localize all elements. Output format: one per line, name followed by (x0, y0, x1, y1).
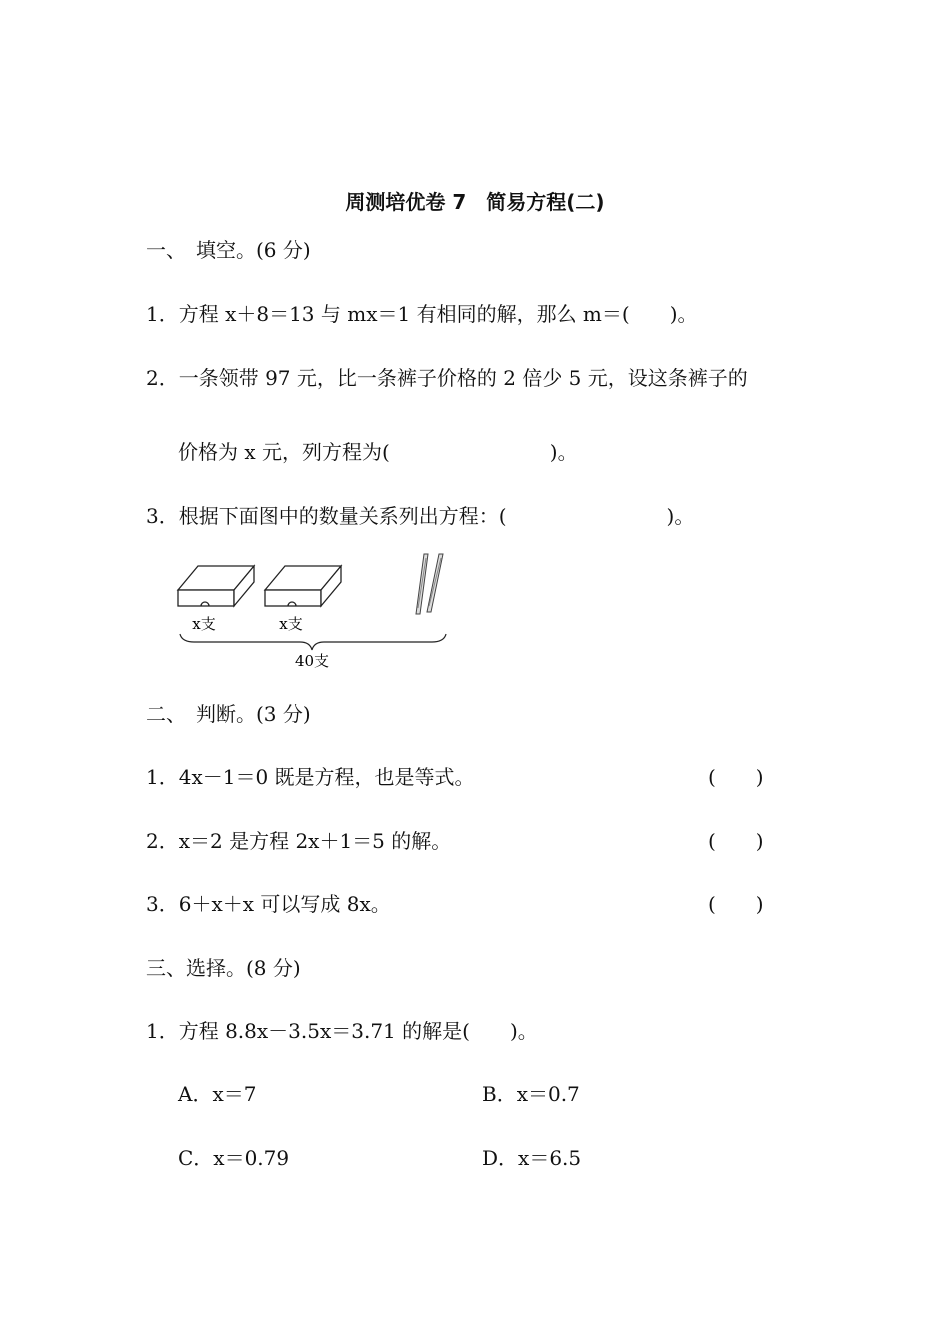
judge-item-1: 1．4x－1＝0 既是方程，也是等式。 (146, 765, 475, 789)
section3-heading: 三、选择。(8 分) (146, 956, 301, 980)
option-b[interactable]: B．x＝0.7 (482, 1082, 580, 1106)
judge-item-2: 2．x＝2 是方程 2x＋1＝5 的解。 (146, 829, 452, 853)
question-1-2-line1: 2．一条领带 97 元，比一条裤子价格的 2 倍少 5 元，设这条裤子的 (146, 366, 748, 390)
page-title: 周测培优卷 7 简易方程(二) (345, 190, 605, 214)
total-label: 40支 (294, 652, 330, 670)
pencil-box-1 (178, 566, 254, 606)
pencil-boxes-figure (170, 548, 470, 673)
section1-heading: 一、 填空。(6 分) (146, 238, 311, 262)
judge-answer-blank-2[interactable]: ( ) (708, 829, 764, 853)
pencil-box-2 (265, 566, 341, 606)
judge-answer-blank-3[interactable]: ( ) (708, 892, 764, 916)
option-a[interactable]: A．x＝7 (178, 1082, 257, 1106)
box2-label: x支 (279, 615, 303, 633)
choice-question-1: 1．方程 8.8x－3.5x＝3.71 的解是( )。 (146, 1019, 538, 1043)
section2-heading: 二、 判断。(3 分) (146, 702, 311, 726)
option-d[interactable]: D．x＝6.5 (482, 1146, 582, 1170)
judge-item-3: 3．6＋x＋x 可以写成 8x。 (146, 892, 391, 916)
question-1-3: 3．根据下面图中的数量关系列出方程：( )。 (146, 504, 695, 528)
judge-answer-blank-1[interactable]: ( ) (708, 765, 764, 789)
question-1-1: 1．方程 x＋8＝13 与 mx＝1 有相同的解，那么 m＝( )。 (146, 302, 698, 326)
box1-label: x支 (192, 615, 216, 633)
option-c[interactable]: C．x＝0.79 (178, 1146, 290, 1170)
pencils-icon (416, 554, 443, 614)
question-1-2-line2: 价格为 x 元，列方程为( )。 (178, 440, 578, 464)
total-brace (180, 634, 446, 650)
